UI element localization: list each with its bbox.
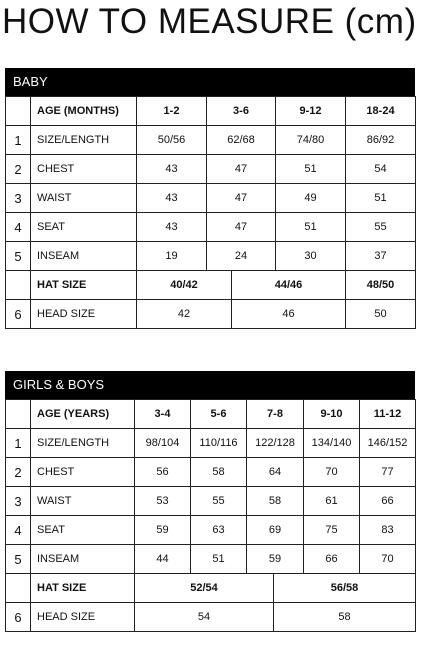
empty-cell (6, 271, 31, 300)
table-row (6, 242, 416, 271)
table-cell: 55 (191, 487, 247, 516)
table-cell: 55 (346, 213, 416, 242)
row-label: SEAT (31, 213, 137, 242)
age-column-header: 9-10 (304, 400, 360, 429)
table-cell: 58 (191, 458, 247, 487)
age-column-header: 3-4 (135, 400, 191, 429)
table-cell: 66 (360, 487, 416, 516)
head-size-cell: 42 (137, 300, 232, 329)
table-cell: 47 (207, 184, 276, 213)
table-cell: 51 (346, 184, 416, 213)
table-row (6, 429, 416, 458)
table-row (6, 271, 416, 300)
table-cell: 19 (137, 242, 207, 271)
table-cell: 53 (135, 487, 191, 516)
row-label: WAIST (31, 487, 135, 516)
hat-size-cell: 48/50 (346, 271, 416, 300)
kids-section (5, 371, 415, 632)
table-cell: 59 (247, 545, 304, 574)
table-row (6, 400, 416, 429)
age-header: AGE (MONTHS) (31, 97, 137, 126)
row-number: 5 (6, 242, 31, 271)
table-cell: 63 (191, 516, 247, 545)
table-row (6, 487, 416, 516)
table-row (6, 97, 416, 126)
table-row (6, 516, 416, 545)
table-cell: 64 (247, 458, 304, 487)
row-label: WAIST (31, 184, 137, 213)
row-label: CHEST (31, 155, 137, 184)
row-number: 4 (6, 213, 31, 242)
baby-section (5, 68, 415, 329)
row-number: 3 (6, 184, 31, 213)
empty-cell (6, 97, 31, 126)
head-size-cell: 46 (232, 300, 346, 329)
table-cell: 50/56 (137, 126, 207, 155)
table-cell: 83 (360, 516, 416, 545)
table-row (6, 184, 416, 213)
table-cell: 43 (137, 155, 207, 184)
table-row (6, 213, 416, 242)
table-row (6, 126, 416, 155)
table-cell: 110/116 (191, 429, 247, 458)
table-cell: 56 (135, 458, 191, 487)
age-column-header: 11-12 (360, 400, 416, 429)
empty-cell (6, 400, 31, 429)
table-cell: 86/92 (346, 126, 416, 155)
hat-size-label: HAT SIZE (31, 574, 135, 603)
row-number: 2 (6, 458, 31, 487)
row-label: INSEAM (31, 242, 137, 271)
table-cell: 62/68 (207, 126, 276, 155)
row-number: 1 (6, 429, 31, 458)
row-number: 1 (6, 126, 31, 155)
kids-size-table (5, 399, 416, 632)
row-label: SIZE/LENGTH (31, 429, 135, 458)
head-size-cell: 54 (135, 603, 274, 632)
row-label: SIZE/LENGTH (31, 126, 137, 155)
age-column-header: 7-8 (247, 400, 304, 429)
hat-size-cell: 44/46 (232, 271, 346, 300)
table-cell: 47 (207, 155, 276, 184)
table-cell: 77 (360, 458, 416, 487)
age-header: AGE (YEARS) (31, 400, 135, 429)
hat-size-cell: 52/54 (135, 574, 274, 603)
table-cell: 70 (304, 458, 360, 487)
age-column-header: 9-12 (276, 97, 346, 126)
row-label: INSEAM (31, 545, 135, 574)
table-cell: 24 (207, 242, 276, 271)
table-cell: 54 (346, 155, 416, 184)
table-cell: 51 (191, 545, 247, 574)
table-cell: 74/80 (276, 126, 346, 155)
row-label: CHEST (31, 458, 135, 487)
table-row (6, 155, 416, 184)
table-row (6, 603, 416, 632)
table-row (6, 300, 416, 329)
page-title: HOW TO MEASURE (cm) (2, 2, 417, 41)
table-cell: 58 (247, 487, 304, 516)
table-cell: 134/140 (304, 429, 360, 458)
row-number: 2 (6, 155, 31, 184)
table-cell: 51 (276, 155, 346, 184)
age-column-header: 3-6 (207, 97, 276, 126)
kids-section-header: GIRLS & BOYS (5, 371, 415, 399)
head-size-label: HEAD SIZE (31, 603, 135, 632)
empty-cell (6, 574, 31, 603)
table-cell: 122/128 (247, 429, 304, 458)
head-size-cell: 58 (274, 603, 416, 632)
table-cell: 75 (304, 516, 360, 545)
age-column-header: 18-24 (346, 97, 416, 126)
row-label: SEAT (31, 516, 135, 545)
table-cell: 66 (304, 545, 360, 574)
table-cell: 49 (276, 184, 346, 213)
row-number: 6 (6, 603, 31, 632)
baby-size-table (5, 96, 416, 329)
hat-size-cell: 56/58 (274, 574, 416, 603)
table-cell: 70 (360, 545, 416, 574)
hat-size-label: HAT SIZE (31, 271, 137, 300)
table-cell: 30 (276, 242, 346, 271)
baby-section-header: BABY (5, 68, 415, 96)
hat-size-cell: 40/42 (137, 271, 232, 300)
row-number: 5 (6, 545, 31, 574)
age-column-header: 1-2 (137, 97, 207, 126)
table-cell: 44 (135, 545, 191, 574)
row-number: 4 (6, 516, 31, 545)
age-column-header: 5-6 (191, 400, 247, 429)
table-cell: 146/152 (360, 429, 416, 458)
head-size-label: HEAD SIZE (31, 300, 137, 329)
table-row (6, 574, 416, 603)
row-number: 6 (6, 300, 31, 329)
head-size-cell: 50 (346, 300, 416, 329)
table-cell: 47 (207, 213, 276, 242)
table-row (6, 545, 416, 574)
table-cell: 37 (346, 242, 416, 271)
table-cell: 51 (276, 213, 346, 242)
table-row (6, 458, 416, 487)
table-cell: 69 (247, 516, 304, 545)
table-cell: 43 (137, 184, 207, 213)
table-cell: 61 (304, 487, 360, 516)
table-cell: 59 (135, 516, 191, 545)
table-cell: 98/104 (135, 429, 191, 458)
row-number: 3 (6, 487, 31, 516)
table-cell: 43 (137, 213, 207, 242)
